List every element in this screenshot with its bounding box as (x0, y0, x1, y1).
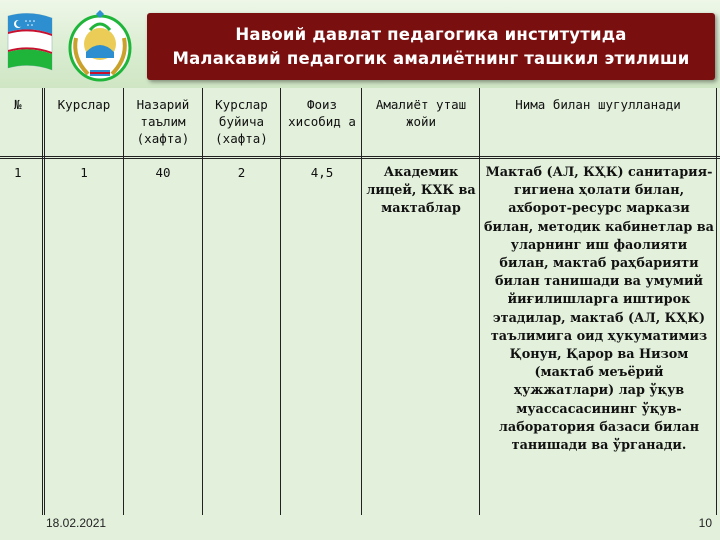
header-row-divider (0, 158, 720, 159)
title-line-1: Навоий давлат педагогика институтида (235, 24, 627, 44)
header-row-divider (0, 156, 720, 157)
row-activity: Мактаб (АЛ, КҲК) санитария-гигиена ҳолати билан, ахборот-ресурс маркази билан, методик кабинетлар ва уларнинг иш фаолияти билан, мактаб раҳбарияти билан танишади ва умумий йиғилишларга иштирок этадилар, мактаб (АЛ, КҲК) таълимига оид ҳукуматимиз Қонун, Қарор ва Низом (мактаб меъёрий ҳужжатлари) лар ўқув муассасасининг ўқув-лаборатория базаси билан танишади ва ўрганади. (484, 165, 714, 454)
row-theory: 40 (155, 165, 171, 180)
col-header-courses: Курслар (57, 97, 111, 112)
column-divider (42, 88, 43, 515)
column-divider (361, 88, 362, 515)
col-header-percent: Фоиз хисобид а (288, 97, 356, 129)
practice-table (0, 88, 720, 540)
column-divider (280, 88, 281, 515)
state-emblem-icon (60, 8, 140, 84)
page-number: 10 (698, 516, 712, 530)
column-divider (123, 88, 124, 515)
uzbekistan-flag-icon (4, 10, 56, 78)
column-divider (716, 88, 717, 515)
title-line-2: Малакавий педагогик амалиётнинг ташкил этилиши (172, 48, 690, 68)
column-divider (202, 88, 203, 515)
title-banner (147, 13, 715, 80)
column-divider (479, 88, 480, 515)
row-course: 1 (80, 165, 88, 180)
row-percent: 4,5 (310, 165, 334, 180)
footer-date: 18.02.2021 (46, 516, 107, 530)
row-by-course: 2 (237, 165, 246, 180)
row-place: Академик лицей, КХК ва мактаблар (366, 165, 476, 217)
col-header-number: № (14, 97, 22, 112)
col-header-theory: Назарий таълим (хафта) (136, 97, 190, 146)
row-number: 1 (14, 165, 22, 180)
col-header-activity: Нима билан шугулланади (515, 97, 681, 112)
col-header-by-course: Курслар буйича (хафта) (215, 97, 268, 146)
column-divider (44, 88, 45, 515)
col-header-place: Амалиёт уташ жойи (375, 97, 467, 129)
